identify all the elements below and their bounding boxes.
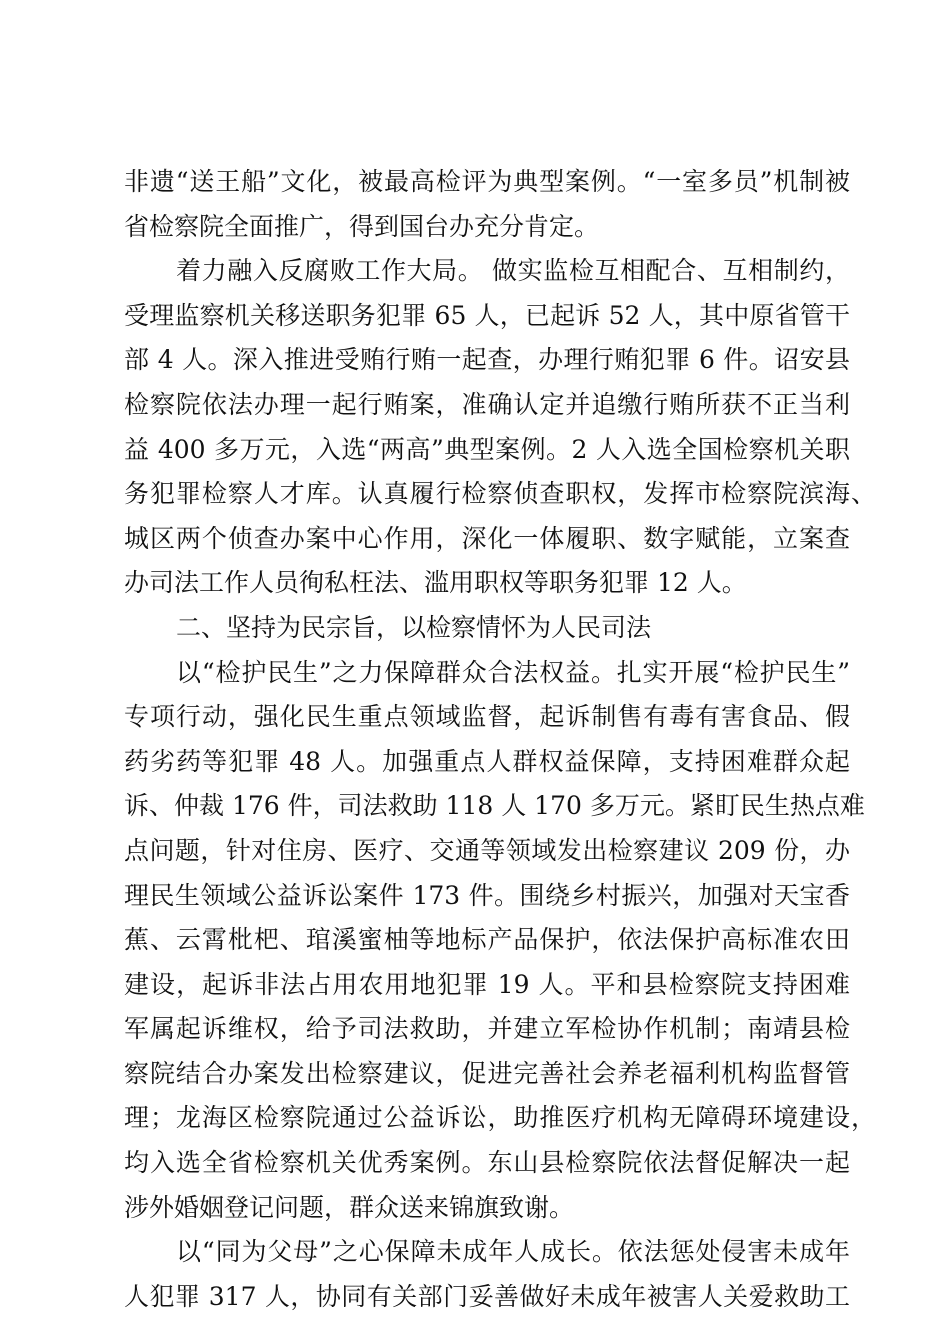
text-line: 以“检护民生”之力保障群众合法权益。扎实开展“检护民生”	[176, 657, 850, 687]
text-line: 药劣药等犯罪 48 人。加强重点人群权益保障，支持困难群众起	[124, 746, 850, 776]
text-line: 省检察院全面推广，得到国台办充分肯定。	[124, 211, 600, 241]
text-line: 诉、仲裁 176 件，司法救助 118 人 170 多万元。紧盯民生热点难	[124, 791, 865, 821]
section-heading	[124, 606, 850, 651]
text-line: 均入选全省检察机关优秀案例。东山县检察院依法督促解决一起	[124, 1148, 850, 1178]
text-line: 部 4 人。深入推进受贿行贿一起查，办理行贿犯罪 6 件。诏安县	[124, 345, 850, 375]
paragraph	[124, 1230, 850, 1319]
text-line: 以“同为父母”之心保障未成年人成长。依法惩处侵害未成年	[176, 1237, 850, 1267]
paragraph	[124, 249, 876, 606]
text-line: 务犯罪检察人才库。认真履行检察侦查职权，发挥市检察院滨海、	[124, 479, 876, 509]
paragraph	[124, 160, 850, 249]
text-line: 涉外婚姻登记问题，群众送来锦旗致谢。	[124, 1192, 575, 1222]
text-line: 办司法工作人员徇私枉法、滥用职权等职务犯罪 12 人。	[124, 568, 747, 598]
paragraph	[124, 651, 876, 1231]
text-line: 城区两个侦查办案中心作用，深化一体履职、数字赋能，立案查	[124, 523, 850, 553]
text-line: 着力融入反腐败工作大局。 做实监检互相配合、互相制约，	[176, 256, 850, 286]
text-line: 理民生领域公益诉讼案件 173 件。围绕乡村振兴，加强对天宝香	[124, 880, 850, 910]
text-line: 专项行动，强化民生重点领域监督，起诉制售有毒有害食品、假	[124, 702, 850, 732]
text-line: 非遗“送王船”文化，被最高检评为典型案例。“一室多员”机制被	[124, 167, 850, 196]
text-line: 受理监察机关移送职务犯罪 65 人，已起诉 52 人，其中原省管干	[124, 300, 850, 330]
text-line: 蕉、云霄枇杷、琯溪蜜柚等地标产品保护，依法保护高标准农田	[124, 925, 850, 955]
text-line: 理；龙海区检察院通过公益诉讼，助推医疗机构无障碍环境建设，	[124, 1103, 876, 1133]
text-line: 二、坚持为民宗旨，以检察情怀为人民司法	[176, 612, 652, 642]
text-line: 建设，起诉非法占用农用地犯罪 19 人。平和县检察院支持困难	[124, 969, 850, 999]
document-page	[124, 160, 876, 1319]
text-line: 人犯罪 317 人，协同有关部门妥善做好未成年被害人关爱救助工	[124, 1281, 850, 1311]
text-line: 益 400 多万元，入选“两高”典型案例。2 人入选全国检察机关职	[124, 434, 850, 464]
text-line: 察院结合办案发出检察建议，促进完善社会养老福利机构监督管	[124, 1058, 850, 1088]
text-line: 检察院依法办理一起行贿案，准确认定并追缴行贿所获不正当利	[124, 389, 850, 419]
text-line: 军属起诉维权，给予司法救助，并建立军检协作机制；南靖县检	[124, 1014, 850, 1044]
text-line: 点问题，针对住房、医疗、交通等领域发出检察建议 209 份，办	[124, 835, 850, 865]
